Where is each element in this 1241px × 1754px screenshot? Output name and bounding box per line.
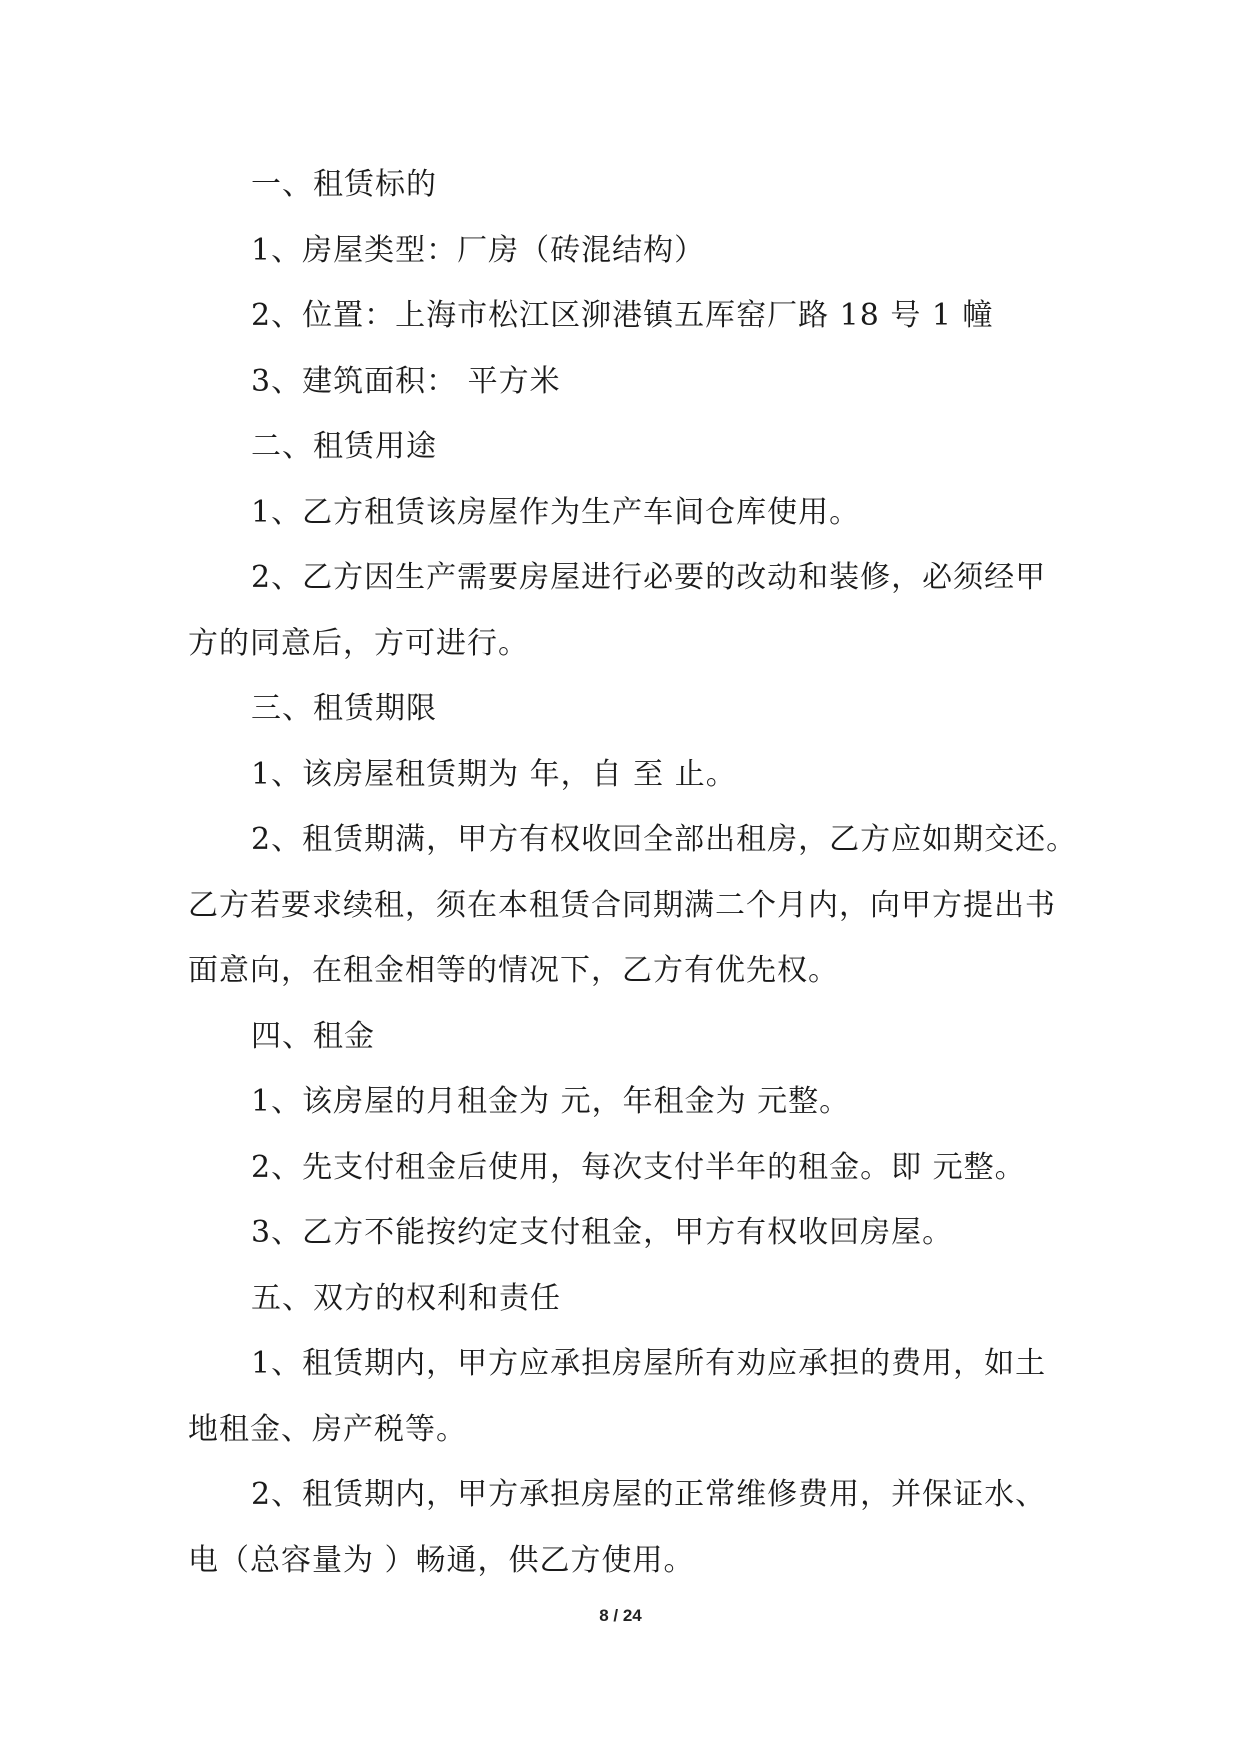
paragraph-line: 2、租赁期满，甲方有权收回全部出租房，乙方应如期交还。: [251, 822, 1078, 857]
paragraph-line: 2、乙方因生产需要房屋进行必要的改动和装修，必须经甲: [251, 560, 1047, 595]
paragraph-line: 1、乙方租赁该房屋作为生产车间仓库使用。: [251, 494, 861, 530]
paragraph-line: 2、租赁期内，甲方承担房屋的正常维修费用，并保证水、: [251, 1477, 1047, 1512]
section-heading-rent: 四、租金: [251, 1018, 375, 1054]
paragraph-line: 1、该房屋租赁期为 年，自 至 止。: [251, 756, 737, 792]
paragraph-line: 1、该房屋的月租金为 元，年租金为 元整。: [251, 1084, 851, 1119]
paragraph-line: 2、位置：上海市松江区泖港镇五厍窑厂路 18 号 1 幢: [251, 298, 994, 333]
paragraph-line-continuation: 方的同意后，方可进行。: [188, 625, 529, 661]
paragraph-line-continuation: 面意向，在租金相等的情况下，乙方有优先权。: [188, 953, 839, 988]
section-heading-lease-term: 三、租赁期限: [251, 691, 437, 726]
section-heading-lease-object: 一、租赁标的: [251, 167, 437, 202]
paragraph-line-continuation: 乙方若要求续租，须在本租赁合同期满二个月内，向甲方提出书: [188, 887, 1056, 923]
paragraph-line-continuation: 电（总容量为 ）畅通，供乙方使用。: [188, 1542, 695, 1578]
page-number: 8 / 24: [599, 1606, 642, 1625]
paragraph-line: 2、先支付租金后使用，每次支付半年的租金。即 元整。: [251, 1149, 1026, 1185]
paragraph-line: 3、建筑面积： 平方米: [251, 363, 561, 399]
paragraph-line: 1、房屋类型：厂房（砖混结构）: [251, 232, 706, 268]
document-body: [188, 152, 1078, 1593]
section-heading-lease-use: 二、租赁用途: [251, 429, 437, 464]
paragraph-line: 3、乙方不能按约定支付租金，甲方有权收回房屋。: [251, 1215, 954, 1250]
paragraph-line: 1、租赁期内，甲方应承担房屋所有劝应承担的费用，如土: [251, 1346, 1047, 1381]
section-heading-rights-duties: 五、双方的权利和责任: [251, 1280, 561, 1316]
paragraph-line-continuation: 地租金、房产税等。: [188, 1411, 467, 1447]
